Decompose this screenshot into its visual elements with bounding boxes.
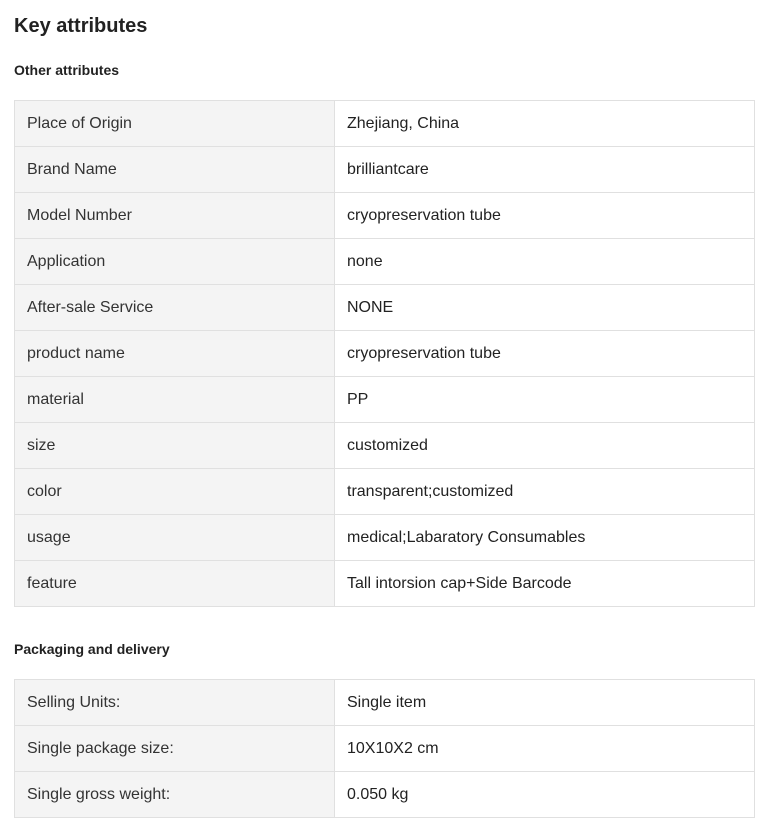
attribute-value: medical;Labaratory Consumables bbox=[335, 515, 755, 561]
table-row bbox=[15, 726, 755, 772]
table-row bbox=[15, 680, 755, 726]
attribute-key: Model Number bbox=[15, 193, 335, 239]
table-row bbox=[15, 561, 755, 607]
attribute-value: PP bbox=[335, 377, 755, 423]
attribute-value: Tall intorsion cap+Side Barcode bbox=[335, 561, 755, 607]
packaging-delivery-table bbox=[14, 679, 755, 818]
attribute-value: cryopreservation tube bbox=[335, 331, 755, 377]
section-title-other-attributes: Other attributes bbox=[14, 62, 120, 78]
table-row bbox=[15, 423, 755, 469]
table-row bbox=[15, 239, 755, 285]
table-row bbox=[15, 147, 755, 193]
attribute-key: Place of Origin bbox=[15, 101, 335, 147]
page-title: Key attributes bbox=[14, 15, 148, 37]
attribute-value: Zhejiang, China bbox=[335, 101, 755, 147]
attribute-value: 10X10X2 cm bbox=[335, 726, 755, 772]
attribute-key: Application bbox=[15, 239, 335, 285]
attribute-key: material bbox=[15, 377, 335, 423]
attribute-key: After-sale Service bbox=[15, 285, 335, 331]
table-row bbox=[15, 101, 755, 147]
attribute-key: Selling Units: bbox=[15, 680, 335, 726]
table-row bbox=[15, 377, 755, 423]
table-row bbox=[15, 331, 755, 377]
attribute-key: Single package size: bbox=[15, 726, 335, 772]
attribute-key: Single gross weight: bbox=[15, 772, 335, 818]
other-attributes-table bbox=[14, 100, 755, 607]
attribute-key: usage bbox=[15, 515, 335, 561]
table-row bbox=[15, 515, 755, 561]
section-title-packaging-delivery: Packaging and delivery bbox=[14, 641, 170, 657]
table-row bbox=[15, 469, 755, 515]
attribute-key: feature bbox=[15, 561, 335, 607]
attribute-key: color bbox=[15, 469, 335, 515]
table-row bbox=[15, 772, 755, 818]
attribute-value: 0.050 kg bbox=[335, 772, 755, 818]
table-row bbox=[15, 193, 755, 239]
attribute-value: brilliantcare bbox=[335, 147, 755, 193]
attribute-key: size bbox=[15, 423, 335, 469]
attribute-value: NONE bbox=[335, 285, 755, 331]
attribute-value: customized bbox=[335, 423, 755, 469]
attribute-key: Brand Name bbox=[15, 147, 335, 193]
attribute-value: cryopreservation tube bbox=[335, 193, 755, 239]
attribute-key: product name bbox=[15, 331, 335, 377]
attribute-value: Single item bbox=[335, 680, 755, 726]
table-row bbox=[15, 285, 755, 331]
attribute-value: transparent;customized bbox=[335, 469, 755, 515]
attribute-value: none bbox=[335, 239, 755, 285]
